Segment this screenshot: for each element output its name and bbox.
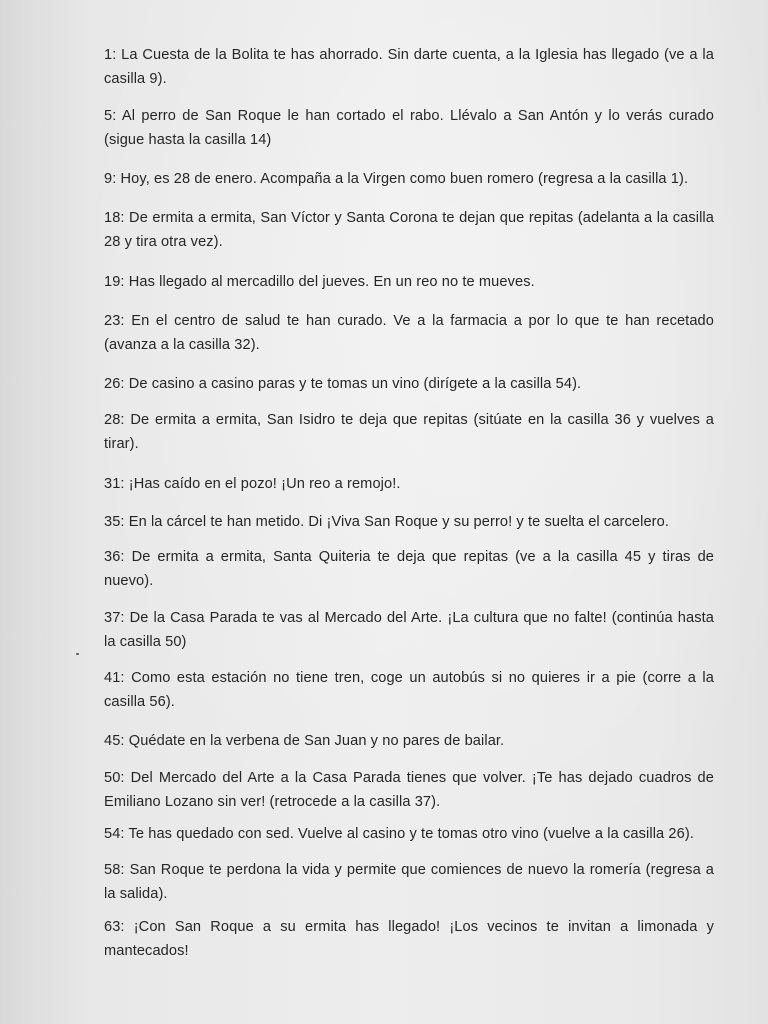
rule-casilla-28: 28: De ermita a ermita, San Isidro te deja que repitas (sitúate en la casilla 36 y vuelves a tirar). — [104, 412, 714, 452]
rule-casilla-18: 18: De ermita a ermita, San Víctor y Santa Corona te dejan que repitas (adelanta a la casilla 28 y tira otra vez). — [104, 210, 714, 250]
rule-casilla-5: 5: Al perro de San Roque le han cortado el rabo. Llévalo a San Antón y lo verás curado (sigue hasta la casilla 14) — [104, 108, 714, 148]
rule-casilla-23: 23: En el centro de salud te han curado. Ve a la farmacia a por lo que te han recetado (avanza a la casilla 32). — [104, 313, 714, 353]
rule-casilla-45: 45: Quédate en la verbena de San Juan y no pares de bailar. — [104, 733, 505, 749]
rule-casilla-31: 31: ¡Has caído en el pozo! ¡Un reo a remojo!. — [104, 476, 401, 492]
rule-casilla-35: 35: En la cárcel te han metido. Di ¡Viva San Roque y su perro! y te suelta el carcelero. — [104, 514, 670, 530]
rule-casilla-36: 36: De ermita a ermita, Santa Quiteria te deja que repitas (ve a la casilla 45 y tiras de nuevo). — [104, 549, 714, 589]
rule-casilla-50: 50: Del Mercado del Arte a la Casa Parada tienes que volver. ¡Te has dejado cuadros de Emiliano Lozano sin ver! (retrocede a la casilla 37). — [104, 770, 714, 810]
rule-casilla-63: 63: ¡Con San Roque a su ermita has llegado! ¡Los vecinos te invitan a limonada y mantecados! — [104, 919, 714, 959]
rule-casilla-9: 9: Hoy, es 28 de enero. Acompaña a la Virgen como buen romero (regresa a la casilla 1). — [104, 171, 689, 187]
rule-casilla-26: 26: De casino a casino paras y te tomas un vino (dirígete a la casilla 54). — [104, 376, 582, 392]
rule-casilla-58: 58: San Roque te perdona la vida y permite que comiences de nuevo la romería (regresa a la salida). — [104, 862, 714, 902]
rule-casilla-54: 54: Te has quedado con sed. Vuelve al casino y te tomas otro vino (vuelve a la casilla 26). — [104, 826, 694, 842]
pen-dot-mark — [76, 653, 79, 655]
rule-casilla-1: 1: La Cuesta de la Bolita te has ahorrado. Sin darte cuenta, a la Iglesia has llegado (ve a la casilla 9). — [104, 47, 714, 87]
rule-casilla-37: 37: De la Casa Parada te vas al Mercado del Arte. ¡La cultura que no falte! (continúa hasta la casilla 50) — [104, 610, 714, 650]
rule-casilla-19: 19: Has llegado al mercadillo del jueves. En un reo no te mueves. — [104, 274, 535, 290]
rule-casilla-41: 41: Como esta estación no tiene tren, coge un autobús si no quieres ir a pie (corre a la casilla 56). — [104, 670, 714, 710]
